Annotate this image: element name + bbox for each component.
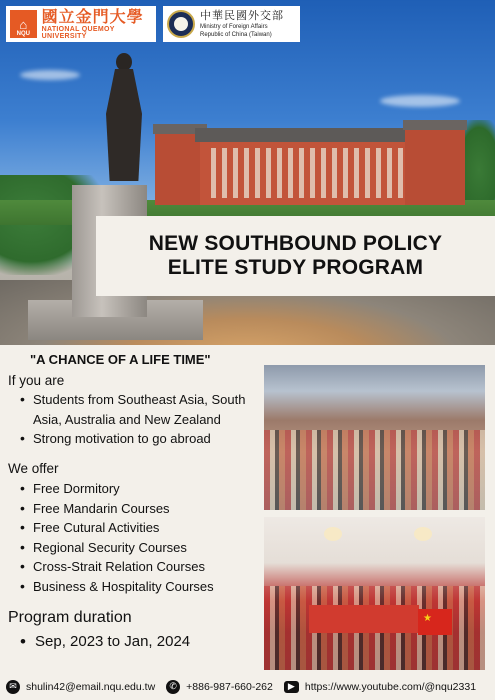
phone-text: +886-987-660-262 <box>186 680 273 693</box>
group-photo-indoor <box>264 517 485 670</box>
nqu-logo <box>6 6 156 42</box>
group-photo-outdoor <box>264 365 485 510</box>
list-item: • Free Mandarin Courses <box>20 499 214 519</box>
list-item: • Cross-Strait Relation Courses <box>20 557 214 577</box>
offer-label: We offer <box>8 461 59 476</box>
list-item: • Business & Hospitality Courses <box>20 577 214 597</box>
contact-footer <box>0 673 495 700</box>
campus-building <box>155 120 465 205</box>
title-line-2: ELITE STUDY PROGRAM <box>167 256 424 279</box>
tagline: "A CHANCE OF A LIFE TIME" <box>30 352 211 367</box>
duration-label: Program duration <box>8 609 132 626</box>
nqu-mark-icon: ⌂ NQU <box>10 10 37 38</box>
crowd <box>264 430 485 510</box>
flag: ★ <box>418 609 452 635</box>
title-line-1: NEW SOUTHBOUND POLICY <box>148 232 443 255</box>
email-contact[interactable] <box>6 680 155 694</box>
youtube-icon: ▶ <box>284 681 299 693</box>
phone-contact[interactable] <box>166 680 273 694</box>
list-item: • Students from Southeast Asia, South <box>20 390 245 410</box>
cloud <box>380 95 460 107</box>
email-icon: ✉ <box>6 680 20 694</box>
list-item: • Strong motivation to go abroad <box>20 429 245 449</box>
nqu-chinese-name: 國立金門大學 <box>41 7 144 26</box>
eligibility-label: If you are <box>8 373 65 388</box>
email-text: shulin42@email.nqu.edu.tw <box>26 680 156 693</box>
list-item: Asia, Australia and New Zealand <box>33 411 221 427</box>
duration-list <box>20 631 190 653</box>
list-item: • Regional Security Courses <box>20 538 214 558</box>
mofa-english-line2: Republic of China (Taiwan) <box>200 32 272 38</box>
mofa-seal-icon <box>167 10 195 38</box>
mofa-chinese-name: 中華民國外交部 <box>200 9 284 22</box>
nqu-english-name: NATIONAL QUEMOY UNIVERSITY <box>41 26 115 40</box>
list-item: • Free Dormitory <box>20 479 214 499</box>
eligibility-list <box>20 390 245 449</box>
list-item: • Free Cutural Activities <box>20 518 214 538</box>
youtube-text: https://www.youtube.com/@nqu2331 <box>304 680 477 693</box>
cloud <box>20 70 80 80</box>
phone-icon: ✆ <box>166 680 180 694</box>
mofa-english-line1: Ministry of Foreign Affairs <box>200 24 268 30</box>
list-item: • Sep, 2023 to Jan, 2024 <box>20 631 190 653</box>
mofa-logo <box>163 6 300 42</box>
statue <box>102 53 147 185</box>
offer-list <box>20 479 214 596</box>
red-banner <box>309 605 419 633</box>
program-title <box>96 216 495 296</box>
youtube-link[interactable] <box>284 681 476 693</box>
